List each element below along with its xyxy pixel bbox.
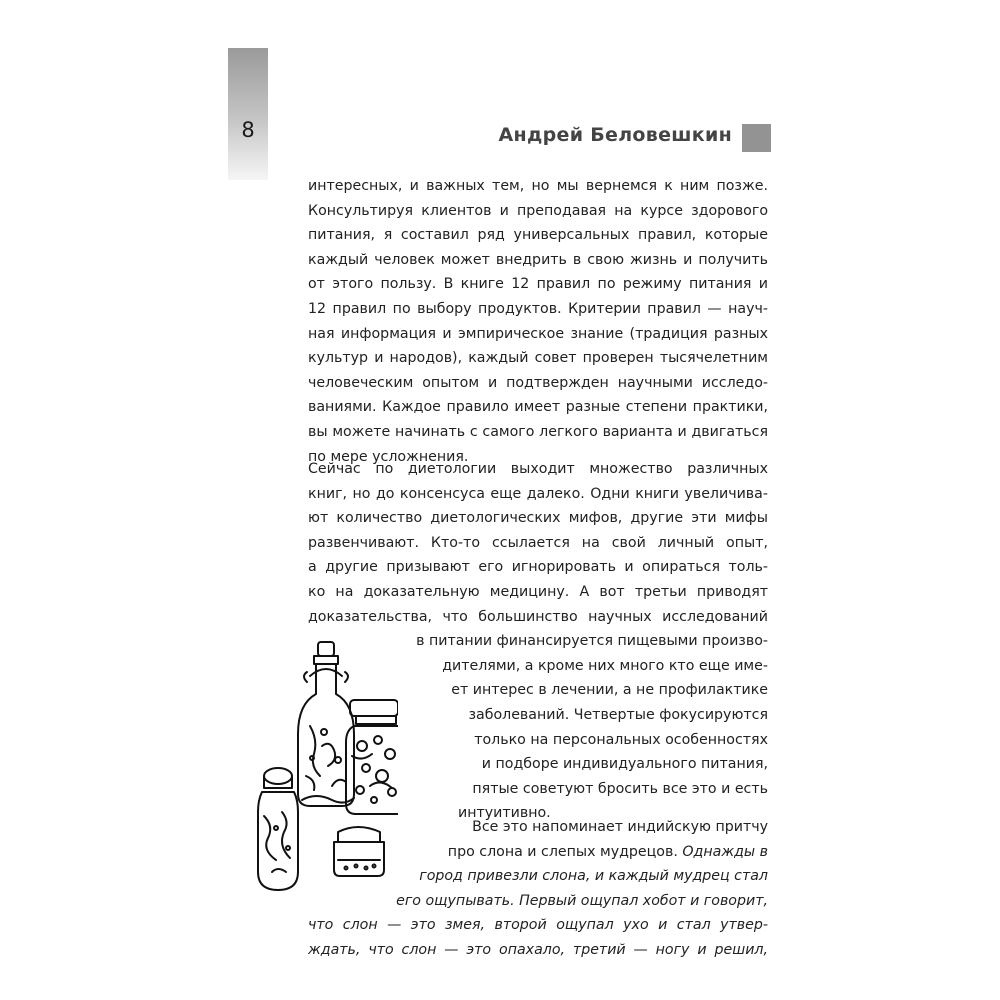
text-line: культур и народов), каждый совет проверен тысячелетним [308,350,768,367]
text-line: ко на доказательную медицину. А вот третьи приводят [308,583,768,600]
text-line: Консультируя клиентов и преподавая на курсе здорового [308,202,768,219]
text-line: Все это напоминает индийскую притчу [472,819,768,835]
text-line: 12 правил по выбору продуктов. Критерии правил — науч- [308,300,768,317]
text-run: про слона и слепых мудрецов. [447,843,678,860]
text-line: заболеваний. Четвертые фокусируются [468,706,768,723]
text-line: ваниями. Каждое правило имеет разные степени практики, [308,399,768,416]
paragraph-1 [308,174,768,469]
text-line: пятые советуют бросить все это и есть [472,780,768,797]
text-line: что слон — это змея, второй ощупал ухо и стал утвер- [308,917,768,934]
page-number-tab [228,48,268,180]
text-line: книг, но до консенсуса еще далеко. Одни книги увеличива- [308,485,768,502]
running-head-marker [742,124,771,152]
text-line: ная информация и эмпирическое знание (традиция разных [308,325,768,342]
text-line: город привезли слона, и каждый мудрец стал [419,868,768,885]
small-pot-icon [334,827,384,876]
text-run-italic: Однажды в [682,843,768,860]
text-line: и подборе индивидуального питания, [481,756,768,773]
text-line: ет интерес в лечении, а не профилактике [451,682,768,699]
text-line: интересных, и важных тем, но мы вернемся к ним позже. [308,178,768,194]
text-line: вы можете начинать с самого легкого варианта и двигаться [308,423,768,440]
text-line: питания, я составил ряд универсальных правил, которые [308,227,768,244]
text-line: Сейчас по диетологии выходит множество различных [308,461,768,477]
text-line: развенчивают. Кто-то ссылается на свой личный опыт, [308,534,768,551]
text-line: по мере усложнения. [308,448,469,465]
text-line: в питании финансируется пищевыми произво- [416,633,768,650]
page-number: 8 [241,118,255,142]
text-line: дителями, а кроме них много кто еще име- [442,657,768,674]
text-line: человеческим опытом и подтвержден научными исследо- [308,374,768,391]
text-line: а другие призывают его игнорировать и опираться толь- [308,559,768,576]
running-head-author: Андрей Беловешкин [498,124,732,146]
text-line: от этого пользу. В книге 12 правил по режиму питания и [308,276,768,293]
text-line: интуитивно. [458,805,551,822]
slim-jar-icon [258,768,298,890]
jars-bottles-illustration [252,636,398,896]
text-line: ют количество диетологических мифов, другие эти мифы [308,510,768,527]
text-line: доказательства, что большинство научных исследований [308,608,768,625]
text-line: только на персональных особенностях [474,731,768,748]
text-line: каждый человек может внедрить в свою жизнь и получить [308,251,768,268]
text-line: его ощупывать. Первый ощупал хобот и говорит, [396,892,768,909]
text-line: ждать, что слон — это опахало, третий — ногу и решил, [308,941,768,958]
